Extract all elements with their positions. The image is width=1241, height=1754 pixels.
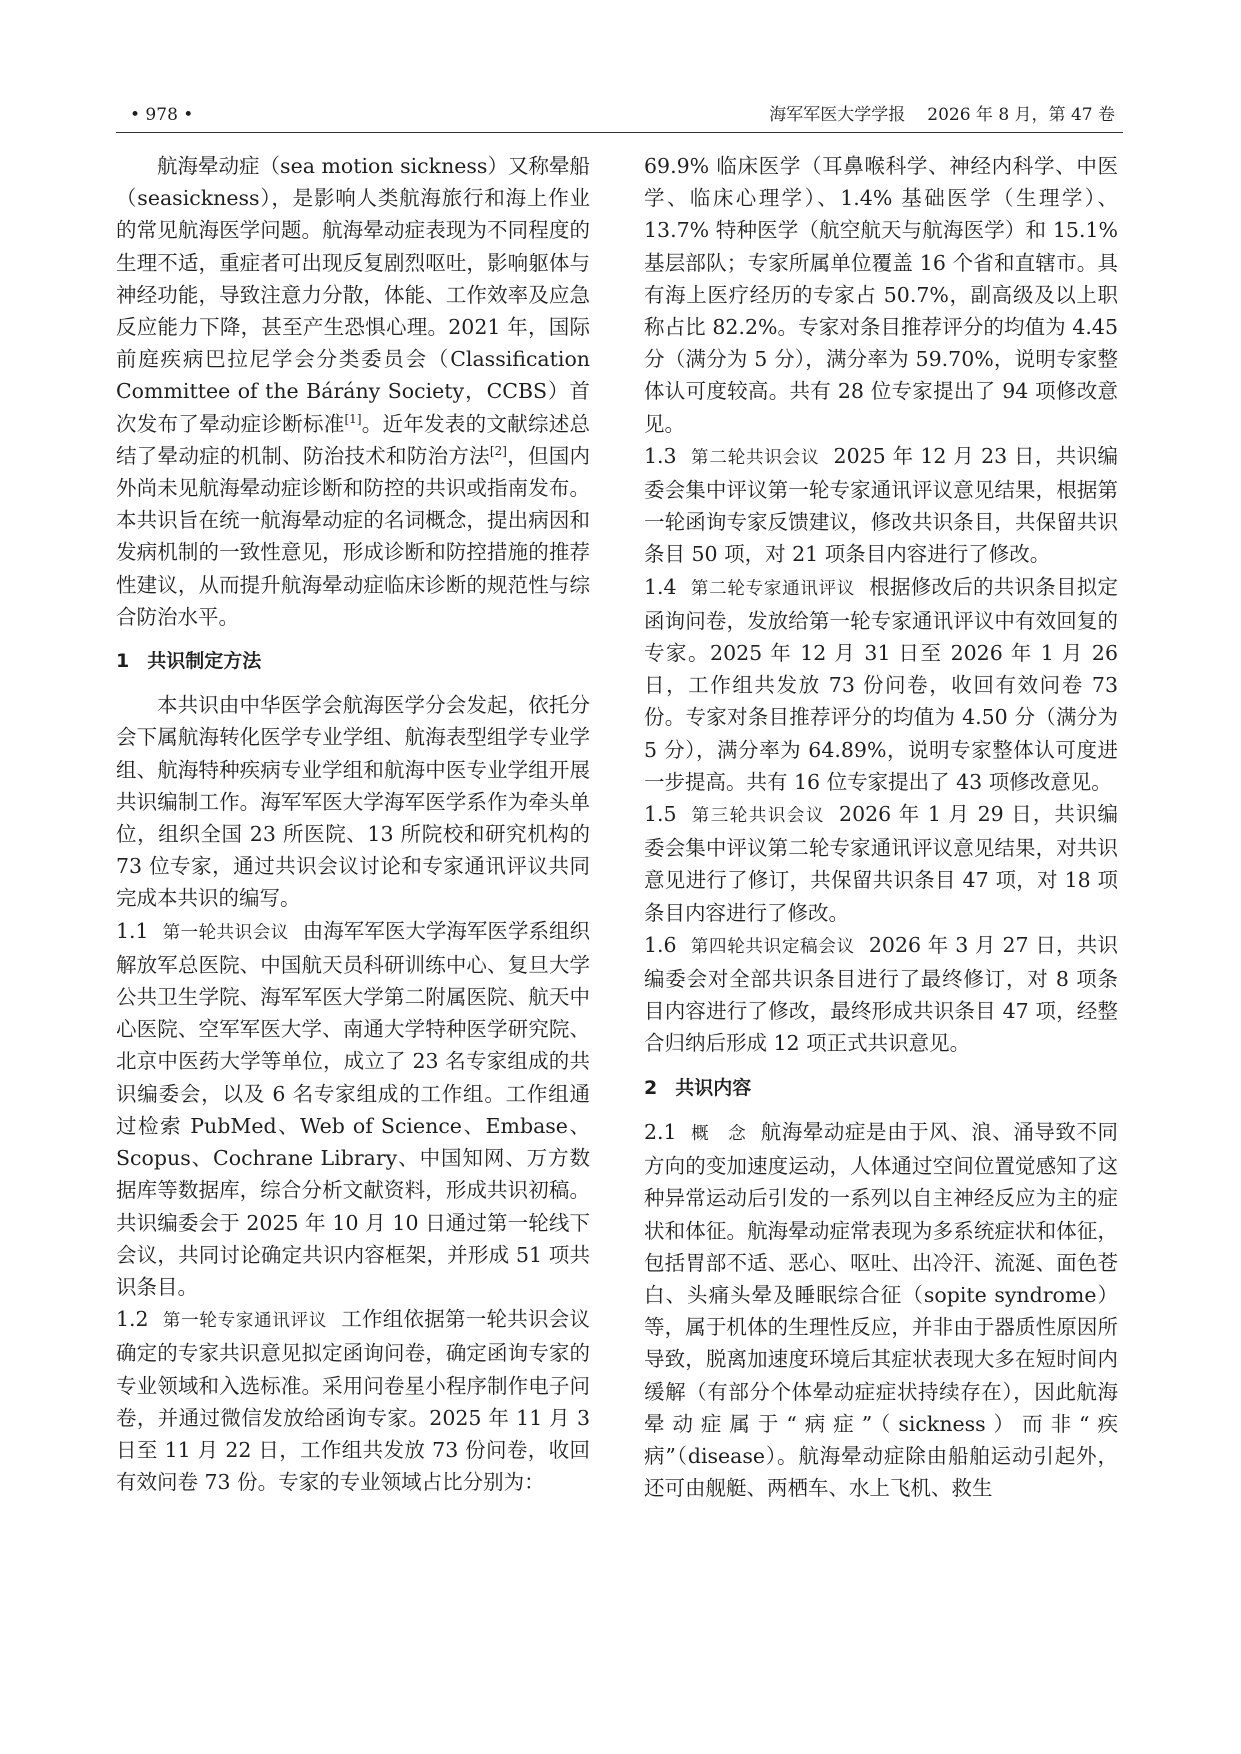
- subsection-body: 由海军军医大学海军医学系组织解放军总医院、中国航天员科研训练中心、复旦大学公共卫生学院、海军军医大学第二附属医院、航天中心医院、空军军医大学、南通大学特种医学研究院、北京中医药大学等单位，成立了 23 名专家组成的共识编委会，以及 6 名专家组成的工作组。工作组通过检索 PubMed、Web of Science、Embase、Scopus、Cochrane Library、中国知网、万方数据库等数据库，综合分析文献资料，形成共识初稿。共识编委会于 2025 年 10 月 10 日通过第一轮线下会议，共同讨论确定共识内容框架，并形成 51 项共识条目。: [116, 918, 591, 1299]
- subsection-number: 1.1: [116, 918, 149, 943]
- subsection-1-5: [644, 798, 1118, 929]
- page-header: [116, 100, 1123, 133]
- subsection-body: 2025 年 12 月 23 日，共识编委会集中评议第一轮专家通讯评议意见结果，根据第一轮函询专家反馈建议，修改共识条目，共保留共识条目 50 项，对 21 项条目内容进行了修改。: [644, 443, 1118, 567]
- subsection-1-3: [644, 440, 1118, 571]
- subsection-title: 第一轮共识会议: [162, 922, 289, 943]
- subsection-number: 1.4: [644, 574, 677, 599]
- intro-paragraph: [116, 150, 590, 633]
- subsection-body: 根据修改后的共识条目拟定函询问卷，发放给第一轮专家通讯评议中有效回复的专家。2025 年 12 月 31 日至 2026 年 1 月 26 日，工作组共发放 73 份问卷，收回有效问卷 73 份。专家对条目推荐评分的均值为 4.50 分（满分为 5 分），满分率为 64.89%，说明专家整体认可度进一步提高。共有 16 位专家提出了 43 项修改意见。: [644, 574, 1119, 794]
- intro-text-2: 。近年发表的文献综述总结了晕动症的机制、防治技术和防治方法: [116, 411, 590, 468]
- right-column: [644, 150, 1118, 1504]
- intro-text-3: ，但国内外尚未见航海晕动症诊断和防控的共识或指南发布。本共识旨在统一航海晕动症的名词概念，提出病因和发病机制的一致性意见，形成诊断和防控措施的推荐性建议，从而提升航海晕动症临床诊断的规范性与综合防治水平。: [116, 443, 591, 629]
- subsection-body: 航海晕动症是由于风、浪、涌导致不同方向的变加速度运动，人体通过空间位置觉感知了这种异常运动后引发的一系列以自主神经反应为主的症状和体征。航海晕动症常表现为多系统症状和体征，包括胃部不适、恶心、呕吐、出冷汗、流涎、面色苍白、头痛头晕及睡眠综合征（sopite syndrome）等，属于机体的生理性反应，并非由于器质性原因所导致，脱离加速度环境后其症状表现大多在短时间内缓解（有部分个体晕动症症状持续存在），因此航海晕动症属于“病症”（sickness）而非“疾病”（disease）。航海晕动症除由船舶运动引起外，还可由舰艇、两栖车、水上飞机、救生: [644, 1119, 1119, 1501]
- subsection-number: 1.5: [644, 802, 677, 827]
- subsection-1-2-continued: 69.9% 临床医学（耳鼻喉科学、神经内科学、中医学、临床心理学）、1.4% 基础医学（生理学）、13.7% 特种医学（航空航天与航海医学）和 15.1% 基层部队；专家所属单位覆盖 16 个省和直辖市。具有海上医疗经历的专家占 50.7%，副高级及以上职称占比 82.2%。专家对条目推荐评分的均值为 4.45 分（满分为 5 分），满分率为 59.70%，说明专家整体认可度较高。共有 28 位专家提出了 94 项修改意见。: [644, 154, 1118, 436]
- page-number: • 978 •: [130, 105, 194, 125]
- section-2-heading: [644, 1072, 1118, 1104]
- left-column: [116, 150, 590, 1498]
- section-title: 共识内容: [675, 1076, 752, 1099]
- citation-1[interactable]: [1]: [344, 411, 362, 426]
- subsection-title: 第二轮专家通讯评议: [690, 578, 856, 599]
- subsection-number: 1.2: [116, 1307, 149, 1332]
- citation-2[interactable]: [2]: [489, 444, 507, 458]
- section-title: 共识制定方法: [147, 650, 262, 673]
- section-number: 2: [644, 1076, 658, 1099]
- subsection-2-1: [644, 1116, 1118, 1504]
- section-number: 1: [116, 650, 130, 673]
- section-1-body: 本共识由中华医学会航海医学分会发起，依托分会下属航海转化医学专业学组、航海表型组学专业学组、航海特种疾病专业学组和航海中医专业学组开展共识编制工作。海军军医大学海军医学系作为牵头单位，组织全国 23 所医院、13 所院校和研究机构的 73 位专家，通过共识会议讨论和专家通讯评议共同完成本共识的编写。: [116, 693, 590, 911]
- subsection-body: 2026 年 1 月 29 日，共识编委会集中评议第二轮专家通讯评议意见结果，对共识意见进行了修订，共保留共识条目 47 项，对 18 项条目内容进行了修改。: [644, 802, 1118, 925]
- subsection-1-6: [644, 929, 1118, 1060]
- subsection-1-1: [116, 915, 590, 1303]
- subsection-body: 2026 年 3 月 27 日，共识编委会对全部共识条目进行了最终修订，对 8 项条目内容进行了修改，最终形成共识条目 47 项，经整合归纳后形成 12 项正式共识意见。: [644, 932, 1118, 1056]
- subsection-number: 1.3: [644, 443, 677, 468]
- subsection-title: 第二轮共识会议: [690, 447, 820, 468]
- issue-info: 2026 年 8 月，第 47 卷: [927, 105, 1115, 125]
- subsection-title: 第一轮专家通讯评议: [162, 1311, 328, 1332]
- subsection-1-4: [644, 571, 1118, 798]
- subsection-title: 概 念: [690, 1123, 747, 1144]
- subsection-title: 第四轮共识定稿会议: [690, 936, 855, 957]
- subsection-1-2: [116, 1303, 590, 1498]
- running-head: [769, 100, 1115, 130]
- subsection-body: 工作组依据第一轮共识会议确定的专家共识意见拟定函询问卷，确定函询专家的专业领域和入选标准。采用问卷星小程序制作电子问卷，并通过微信发放给函询专家。2025 年 11 月 3 日至 11 月 22 日，工作组共发放 73 份问卷，收回有效问卷 73 份。专家的专业领域占比分别为：: [116, 1307, 591, 1495]
- journal-name: 海军军医大学学报: [769, 105, 906, 125]
- section-1-heading: [116, 645, 590, 677]
- intro-text-1: 航海晕动症（sea motion sickness）又称晕船（seasickness），是影响人类航海旅行和海上作业的常见航海医学问题。航海晕动症表现为不同程度的生理不适，重症者可出现反复剧烈呕吐，影响躯体与神经功能，导致注意力分散，体能、工作效率及应急反应能力下降，甚至产生恐惧心理。2021 年，国际前庭疾病巴拉尼学会分类委员会（Classification Committee of the Bárány Society，CCBS）首次发布了晕动症诊断标准: [116, 154, 590, 436]
- subsection-title: 第三轮共识会议: [690, 806, 826, 827]
- subsection-number: 1.6: [644, 932, 677, 957]
- subsection-number: 2.1: [644, 1119, 677, 1144]
